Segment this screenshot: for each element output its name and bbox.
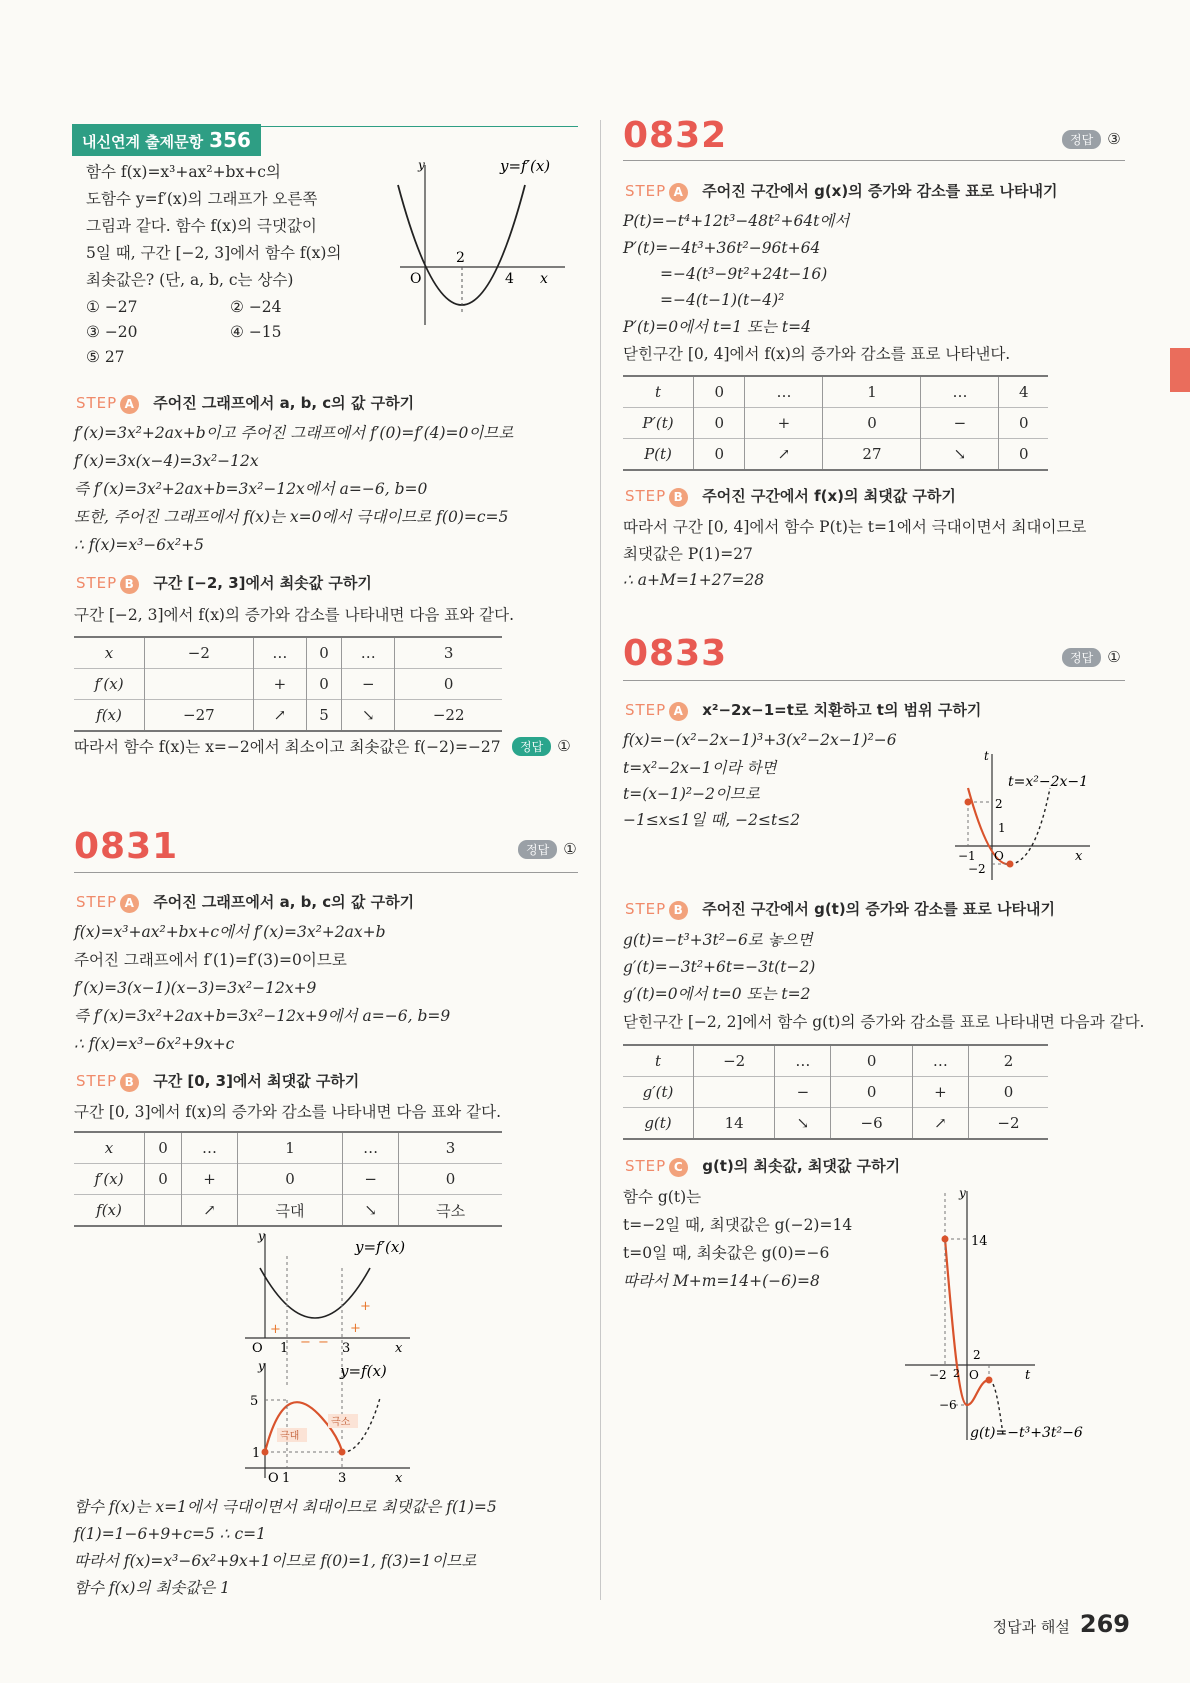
problem-number-0832: 0832 [623,115,728,156]
svg-text:2: 2 [995,797,1003,811]
step-c-heading: STEP C g(t)의 최솟값, 최댓값 구하기 [625,1157,901,1175]
svg-text:t: t [984,749,989,763]
sol-line: =−4(t−1)(t−4)² [660,291,785,309]
svg-text:O: O [969,1368,979,1382]
svg-text:+: + [350,1321,361,1336]
svg-text:14: 14 [971,1234,988,1249]
table-row: t −2 … 0 … 2 [623,1045,1048,1077]
sol-line: ∴ a+M=1+27=28 [623,571,765,589]
q356-line: 도함수 y=f′(x)의 그래프가 오른쪽 [86,190,318,208]
table-row: f(x) −27 ↗ 5 ↘ −22 [74,700,502,732]
sol-line: 따라서 f(x)=x³−6x²+9x+1이므로 f(0)=1, f(3)=1이므로 [74,1552,477,1570]
q356-line: 함수 f(x)=x³+ax²+bx+c의 [86,163,281,181]
sol-line: 닫힌구간 [0, 4]에서 f(x)의 증가와 감소를 표로 나타낸다. [623,345,1011,363]
page-footer [993,1610,1130,1638]
choice: ⑤ 27 [86,348,125,366]
sol-line: 즉 f′(x)=3x²+2ax+b=3x²−12x에서 a=−6, b=0 [74,480,428,498]
footer-label: 정답과 해설 [992,1618,1070,1636]
sol-line: 주어진 그래프에서 f′(1)=f′(3)=0이므로 [74,951,347,969]
table-row: f′(x) + 0 − 0 [74,669,502,700]
related-problem-label: 내신연계 출제문항 [82,133,204,151]
sol-line: g′(t)=0에서 t=0 또는 t=2 [623,985,811,1003]
choice: ② −24 [230,298,282,316]
q356-graph [380,155,580,335]
svg-text:3: 3 [342,1341,351,1356]
sol-conclusion: 따라서 함수 f(x)는 x=−2에서 최소이고 최솟값은 f(−2)=−27 [74,738,501,756]
problem-number-0831: 0831 [74,826,179,867]
sol-line: P′(t)=0에서 t=1 또는 t=4 [623,318,811,336]
graph-0833-a [940,748,1120,883]
table-0831 [74,1131,502,1227]
answer-0833: 정답 ① [1062,648,1121,667]
answer-0832: 정답 ③ [1062,130,1121,149]
box-rule [72,126,578,127]
choice: ① −27 [86,298,138,316]
step-b-heading: STEP B 구간 [−2, 3]에서 최솟값 구하기 [76,574,372,592]
q356-line: 최솟값은? (단, a, b, c는 상수) [86,271,294,289]
column-divider [600,120,601,1600]
sol-line: 구간 [−2, 3]에서 f(x)의 증가와 감소를 나타내면 다음 표와 같다. [74,606,515,624]
svg-text:−: − [300,1335,311,1350]
svg-text:y: y [258,1359,265,1373]
svg-text:−: − [318,1335,329,1350]
sol-line: g(t)=−t³+3t²−6로 놓으면 [623,931,813,949]
sol-line: f(x)=−(x²−2x−1)³+3(x²−2x−1)²−6 [623,731,897,749]
sol-line: 즉 f′(x)=3x²+2ax+b=3x²−12x+9에서 a=−6, b=9 [74,1007,451,1025]
svg-text:3: 3 [338,1471,347,1486]
problem-number-0833: 0833 [623,633,728,674]
graph2-min-label: 극소 [331,1417,351,1428]
table-row: t 0 … 1 … 4 [623,376,1048,408]
q356-tick: 2 [456,250,465,266]
sol-line: f(1)=1−6+9+c=5 ∴ c=1 [74,1525,267,1543]
sol-line: f(x)=x³+ax²+bx+c에서 f′(x)=3x²+2ax+b [74,923,386,941]
table-row: P′(t) 0 + 0 − 0 [623,408,1048,439]
sol-line: 함수 f(x)의 최솟값은 1 [74,1579,231,1597]
q356-line: 그림과 같다. 함수 f(x)의 극댓값이 [86,217,317,235]
step-a-heading: STEP A 주어진 그래프에서 a, b, c의 값 구하기 [76,394,415,412]
sol-line: 닫힌구간 [−2, 2]에서 함수 g(t)의 증가와 감소를 표로 나타내면 다음과 같다. [623,1013,1145,1031]
choice: ③ −20 [86,323,138,341]
svg-text:O: O [252,1341,263,1356]
sol-line: −1≤x≤1일 때, −2≤t≤2 [623,811,801,829]
table-row: f′(x) 0 + 0 − 0 [74,1164,502,1195]
graphC-label: g(t)=−t³+3t²−6 [970,1425,1083,1441]
sol-line: 최댓값은 P(1)=27 [623,545,753,563]
q356-graph-label: y=f′(x) [500,157,551,175]
sol-line: g′(t)=−3t²+6t=−3t(t−2) [623,958,816,976]
step-a-heading: STEP A 주어진 그래프에서 a, b, c의 값 구하기 [76,893,415,911]
svg-text:y: y [959,1186,966,1200]
table-0833 [623,1044,1048,1140]
sol-line: P(t)=−t⁴+12t³−48t²+64t에서 [623,212,850,230]
svg-text:2: 2 [973,1348,981,1362]
svg-text:y: y [258,1229,265,1243]
sol-line: f′(x)=3x(x−4)=3x²−12x [74,452,259,470]
svg-text:1: 1 [252,1446,261,1461]
graph-0831 [230,1228,450,1488]
step-b-heading: STEP B 주어진 구간에서 g(t)의 증가와 감소를 표로 나타내기 [625,900,1055,918]
sol-line: ∴ f(x)=x³−6x²+9x+c [74,1035,235,1053]
svg-text:1: 1 [998,821,1006,835]
sol-line: f′(x)=3x²+2ax+b이고 주어진 그래프에서 f′(0)=f′(4)=0이므로 [74,424,514,442]
q356-line: 5일 때, 구간 [−2, 3]에서 함수 f(x)의 [86,244,342,262]
q356-origin: O [410,271,422,287]
table-row: g′(t) − 0 + 0 [623,1077,1048,1108]
sol-line: 따라서 M+m=14+(−6)=8 [623,1272,820,1290]
table-356 [74,636,502,732]
q356-axis-y: y [418,158,425,172]
svg-text:−2: −2 [968,862,986,876]
sol-line: P′(t)=−4t³+36t²−96t+64 [623,239,821,257]
q356-axis-x: x [540,271,548,287]
svg-text:x: x [395,1341,403,1356]
sol-line: t=0일 때, 최솟값은 g(0)=−6 [623,1244,830,1262]
sol-line: t=x²−2x−1이라 하면 [623,759,777,777]
sol-line: f′(x)=3(x−1)(x−3)=3x²−12x+9 [74,979,317,997]
related-problem-box [72,124,261,156]
divider [623,160,1125,161]
svg-text:−6: −6 [939,1398,957,1412]
svg-text:+: + [270,1322,281,1337]
svg-text:−2: −2 [929,1368,947,1382]
graphA-label: t=x²−2x−1 [1008,774,1089,790]
sol-line: =−4(t³−9t²+24t−16) [660,265,828,283]
table-row: x 0 … 1 … 3 [74,1132,502,1164]
step-b-heading: STEP B 구간 [0, 3]에서 최댓값 구하기 [76,1072,360,1090]
svg-text:−1: −1 [958,849,976,863]
divider [74,872,578,873]
q356-tick: 4 [505,271,514,287]
graph2-max-label: 극대 [280,1431,300,1442]
svg-text:x: x [1075,849,1083,864]
answer-0831: 정답 ① [518,840,577,859]
step-b-heading: STEP B 주어진 구간에서 f(x)의 최댓값 구하기 [625,487,956,505]
svg-text:t: t [1025,1368,1031,1383]
graph-0833-c [895,1185,1125,1450]
sol-line: 함수 g(t)는 [623,1188,702,1206]
sol-line: t=−2일 때, 최댓값은 g(−2)=14 [623,1216,853,1234]
graph2-label: y=f(x) [340,1362,387,1380]
page-number: 269 [1079,1610,1130,1638]
choice: ④ −15 [230,323,282,341]
side-tab [1170,348,1190,392]
table-row: f(x) ↗ 극대 ↘ 극소 [74,1195,502,1227]
table-row: x −2 … 0 … 3 [74,637,502,669]
sol-line: t=(x−1)²−2이므로 [623,785,760,803]
divider [623,680,1125,681]
svg-text:+: + [360,1299,371,1314]
svg-text:O: O [994,849,1004,863]
step-a-heading: STEP A 주어진 구간에서 g(x)의 증가와 감소를 표로 나타내기 [625,182,1058,200]
svg-text:1: 1 [280,1341,289,1356]
sol-line: ∴ f(x)=x³−6x²+5 [74,536,204,554]
sol-line: 구간 [0, 3]에서 f(x)의 증가와 감소를 나타내면 다음 표와 같다. [74,1103,502,1121]
table-row: P(t) 0 ↗ 27 ↘ 0 [623,439,1048,471]
svg-text:x: x [395,1471,403,1486]
table-0832 [623,375,1048,471]
svg-text:1: 1 [282,1471,291,1486]
graph1-label: y=f′(x) [355,1238,406,1256]
svg-text:5: 5 [250,1394,259,1409]
step-a-heading: STEP A x²−2x−1=t로 치환하고 t의 범위 구하기 [625,701,982,719]
sol-line: 또한, 주어진 그래프에서 f(x)는 x=0에서 극대이므로 f(0)=c=5 [74,508,509,526]
table-row: g(t) 14 ↘ −6 ↗ −2 [623,1108,1048,1140]
related-problem-number: 356 [209,128,251,152]
sol-line: 함수 f(x)는 x=1에서 극대이면서 최대이므로 최댓값은 f(1)=5 [74,1498,497,1516]
sol-line: 따라서 구간 [0, 4]에서 함수 P(t)는 t=1에서 극대이면서 최대이므로 [623,518,1087,536]
svg-text:O: O [268,1471,279,1486]
svg-text:2: 2 [953,1367,960,1380]
answer-356: 정답 ① [512,737,571,756]
